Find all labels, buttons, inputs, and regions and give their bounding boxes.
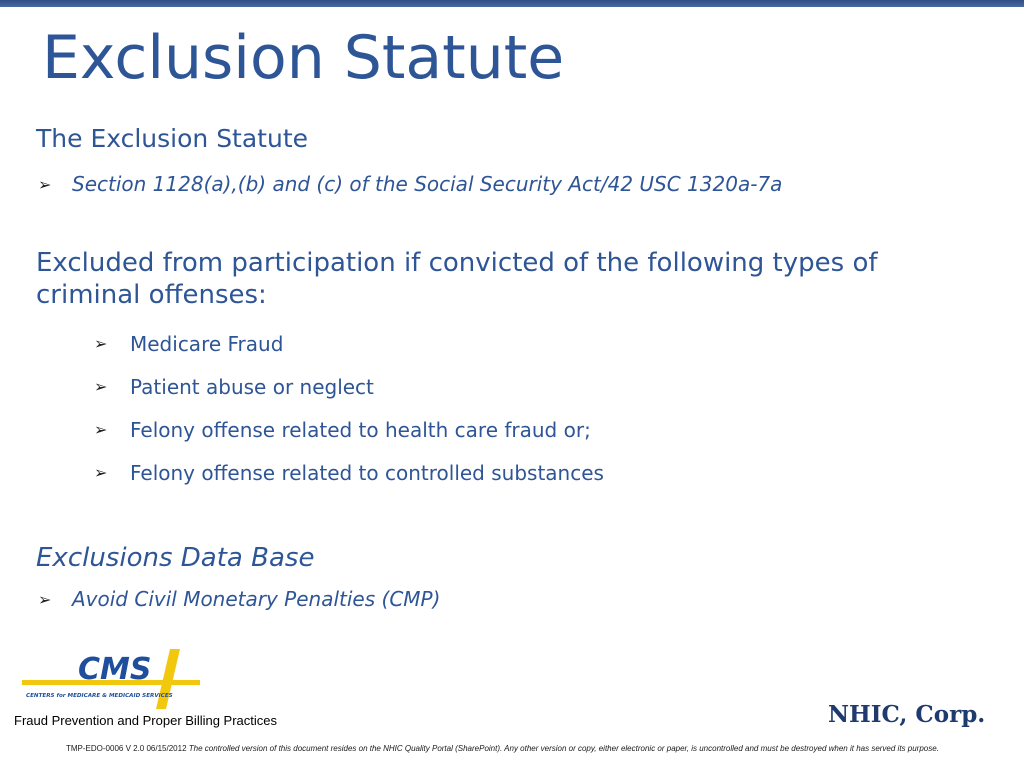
arrow-bullet-icon: ➢ (94, 377, 108, 396)
cms-logo-text: CMS (78, 652, 152, 687)
list-item (94, 322, 604, 365)
document-control-notice (22, 742, 1012, 756)
section-heading: The Exclusion Statute (36, 124, 309, 153)
nhic-logo: NHIC, Corp. (828, 701, 986, 728)
list-item (94, 365, 604, 408)
database-bullet-text: Avoid Civil Monetary Penalties (CMP) (72, 587, 441, 611)
statute-bullet (38, 172, 782, 196)
list-item (94, 451, 604, 494)
footer-label: Fraud Prevention and Proper Billing Practices (14, 713, 278, 728)
offense-label: Felony offense related to controlled substances (130, 460, 604, 485)
arrow-bullet-icon: ➢ (38, 589, 52, 609)
database-bullet (38, 587, 440, 611)
cms-logo-cross-vertical (156, 649, 180, 709)
cms-logo (22, 647, 200, 715)
exclusion-intro: Excluded from participation if convicted of the following types of criminal offenses: (36, 248, 878, 310)
offense-label: Felony offense related to health care fraud or; (130, 417, 591, 442)
statute-reference: Section 1128(a),(b) and (c) of the Social Security Act/42 USC 1320a-7a (72, 172, 783, 196)
top-accent-bar (0, 0, 1024, 7)
arrow-bullet-icon: ➢ (94, 463, 108, 482)
database-heading: Exclusions Data Base (36, 543, 315, 573)
offense-label: Patient abuse or neglect (130, 374, 374, 399)
arrow-bullet-icon: ➢ (94, 420, 108, 439)
offense-label: Medicare Fraud (130, 331, 284, 356)
arrow-bullet-icon: ➢ (94, 334, 108, 353)
control-notice-text: The controlled version of this document resides on the NHIC Quality Portal (SharePoint). Any other version or copy, either electronic or paper, is uncontrolled and must be destroyed when it has served its purpose. (188, 744, 939, 753)
document-code: TMP-EDO-0006 V 2.0 06/15/2012 (66, 744, 187, 753)
arrow-bullet-icon: ➢ (38, 174, 52, 194)
slide-title: Exclusion Statute (42, 23, 565, 93)
list-item (94, 408, 604, 451)
offense-list (94, 322, 604, 494)
cms-logo-subtext: CENTERS for MEDICARE & MEDICAID SERVICES (26, 693, 173, 699)
